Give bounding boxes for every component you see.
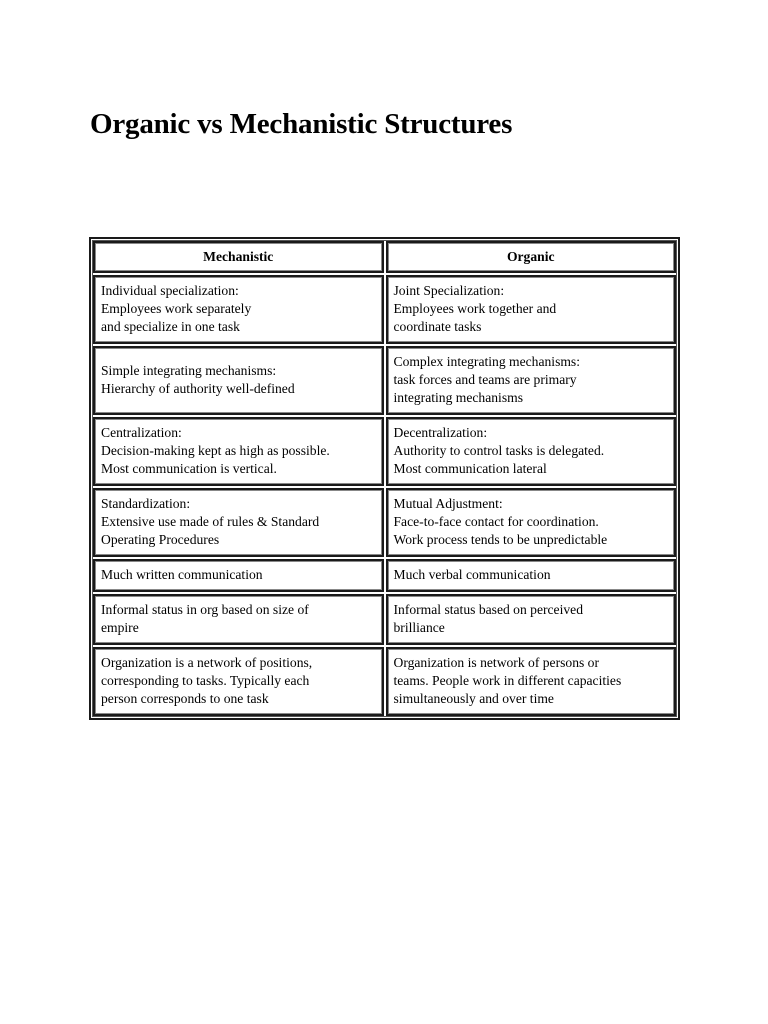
cell-text: Informal status based on perceived brilliance [393,602,583,635]
cell-text: Standardization: Extensive use made of rules & Standard Operating Procedures [101,496,320,547]
cell-text: Organization is network of persons or teams. People work in different capacities simultaneously and over time [393,655,622,706]
table-row [93,559,676,592]
comparison-table-container [89,237,680,720]
cell-text: Centralization: Decision-making kept as high as possible. Most communication is vertical. [101,425,330,476]
organic-cell [386,488,677,557]
cell-text: Joint Specialization: Employees work together and coordinate tasks [393,283,557,334]
table-row [93,594,676,645]
organic-cell [386,417,677,486]
mechanistic-cell [93,647,384,716]
comparison-table [89,237,680,720]
table-row [93,346,676,415]
table-row [93,488,676,557]
cell-text: Decentralization: Authority to control tasks is delegated. Most communication lateral [393,425,605,476]
header-mechanistic: Mechanistic [93,241,384,273]
table-row [93,647,676,716]
header-organic: Organic [386,241,677,273]
organic-cell [386,275,677,344]
mechanistic-cell [93,346,384,415]
mechanistic-cell [93,417,384,486]
cell-text: Individual specialization: Employees work separately and specialize in one task [101,283,252,334]
cell-text: Simple integrating mechanisms: Hierarchy of authority well-defined [101,363,295,396]
cell-text: Much written communication [101,567,263,582]
organic-cell [386,594,677,645]
table-row [93,275,676,344]
cell-text: Much verbal communication [393,567,551,582]
cell-text: Informal status in org based on size of empire [101,602,309,635]
organic-cell [386,346,677,415]
page-title: Organic vs Mechanistic Structures [90,108,513,140]
table-row [93,417,676,486]
cell-text: Complex integrating mechanisms: task forces and teams are primary integrating mechanisms [393,354,581,405]
organic-cell [386,647,677,716]
mechanistic-cell [93,275,384,344]
mechanistic-cell [93,488,384,557]
cell-text: Organization is a network of positions, corresponding to tasks. Typically each person corresponds to one task [101,655,313,706]
organic-cell [386,559,677,592]
cell-text: Mutual Adjustment: Face-to-face contact for coordination. Work process tends to be unpredictable [393,496,608,547]
mechanistic-cell [93,594,384,645]
table-header-row [93,241,676,273]
mechanistic-cell [93,559,384,592]
